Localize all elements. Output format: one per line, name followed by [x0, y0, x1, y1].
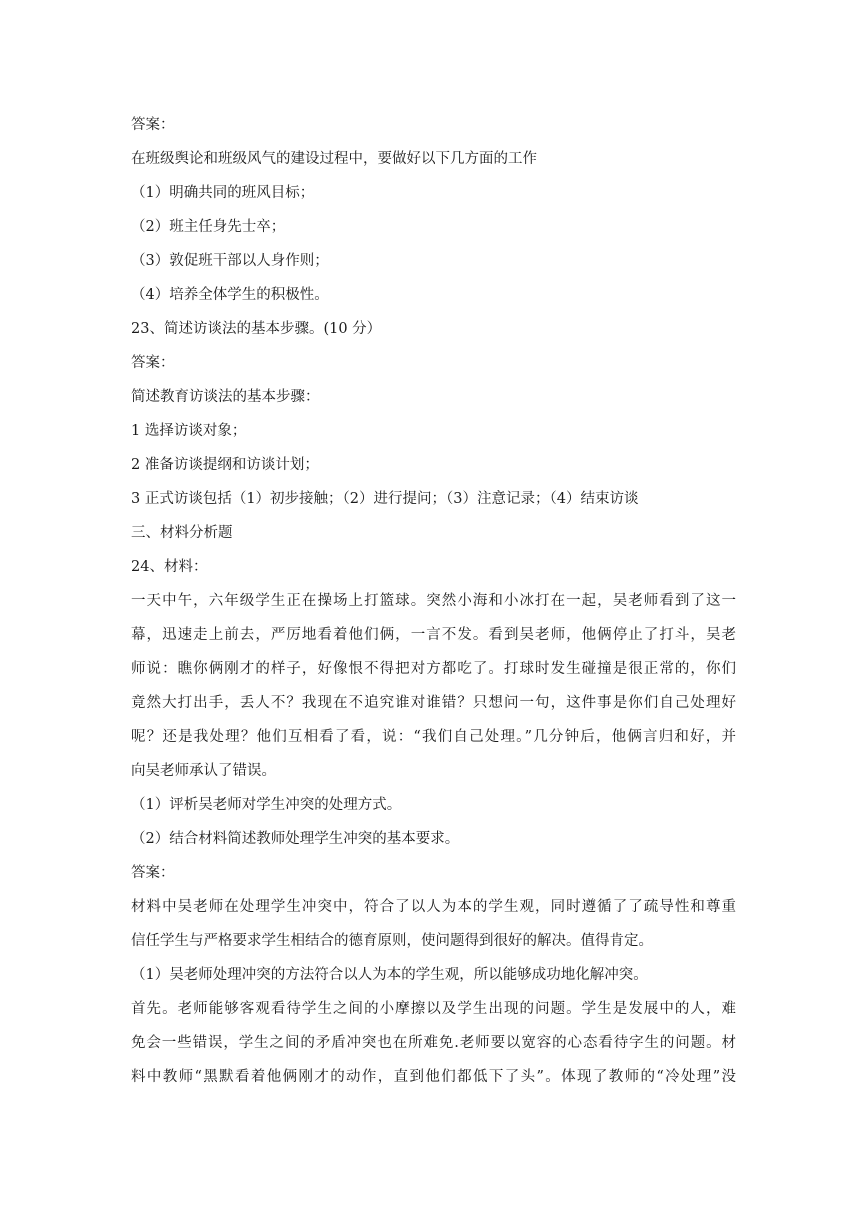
question-24: 24、材料： [131, 559, 208, 575]
paragraph-line: 师说：瞧你俩刚才的样子，好像恨不得把对方都吃了。打球时发生碰撞是很正常的，你们 [131, 661, 736, 677]
sub-question: （1）评析吴老师对学生冲突的处理方式。 [131, 797, 402, 813]
text-line: 简述教育访谈法的基本步骤： [131, 389, 320, 405]
paragraph-line: 材料中吴老师在处理学生冲突中，符合了以人为本的学生观，同时遵循了了疏导性和尊重 [131, 899, 736, 915]
paragraph-line: 竟然大打出手，丢人不？我现在不追究谁对谁错？只想问一句，这件事是你们自己处理好 [131, 695, 736, 711]
answer-heading: 答案： [131, 865, 175, 881]
list-item: 1 选择访谈对象； [131, 423, 247, 439]
list-item: （1）明确共同的班风目标； [131, 185, 315, 201]
list-item: （2）班主任身先士卒； [131, 219, 286, 235]
paragraph-line: 向吴老师承认了错误。 [131, 763, 276, 779]
document-body [131, 108, 736, 1094]
answer-heading: 答案： [131, 355, 175, 371]
section-heading: 三、材料分析题 [131, 525, 233, 541]
list-item: （4）培养全体学生的积极性。 [131, 287, 329, 303]
paragraph-line: 幕，迅速走上前去，严厉地看着他们俩，一言不发。看到吴老师，他俩停止了打斗，吴老 [131, 627, 736, 643]
paragraph-line: 料中教师“黑默看着他俩刚才的动作，直到他们都低下了头”。体现了教师的“冷处理”没 [131, 1069, 736, 1085]
sub-question: （2）结合材料简述教师处理学生冲突的基本要求。 [131, 831, 460, 847]
paragraph-line: 免会一些错误，学生之间的矛盾冲突也在所难免.老师要以宽容的心态看待字生的问题。材 [131, 1035, 736, 1051]
paragraph-line: 呢？还是我处理？他们互相看了看，说：“我们自己处理。”几分钟后，他俩言归和好，并 [131, 729, 736, 745]
question-23: 23、简述访谈法的基本步骤。(10 分） [131, 321, 382, 337]
paragraph-line: 一天中午，六年级学生正在操场上打篮球。突然小海和小冰打在一起，吴老师看到了这一 [131, 593, 736, 609]
paragraph-line: 首先。老师能够客观看待学生之间的小摩擦以及学生出现的问题。学生是发展中的人，难 [131, 1001, 736, 1017]
text-line: 在班级舆论和班级风气的建设过程中，要做好以下几方面的工作 [131, 151, 537, 167]
list-item: 2 准备访谈提纲和访谈计划； [131, 457, 319, 473]
paragraph-line: 信任学生与严格要求学生相结合的德育原则，使问题得到很好的解决。值得肯定。 [131, 933, 653, 949]
list-item: 3 正式访谈包括（1）初步接触；（2）进行提问；（3）注意记录；（4）结束访谈 [131, 491, 639, 507]
answer-paragraph [131, 890, 736, 958]
analysis-paragraph [131, 992, 736, 1094]
sub-answer: （1）吴老师处理冲突的方法符合以人为本的学生观，所以能够成功地化解冲突。 [131, 967, 648, 983]
list-item: （3）敦促班干部以人身作则； [131, 253, 329, 269]
answer-heading: 答案： [131, 117, 175, 133]
material-paragraph [131, 584, 736, 788]
